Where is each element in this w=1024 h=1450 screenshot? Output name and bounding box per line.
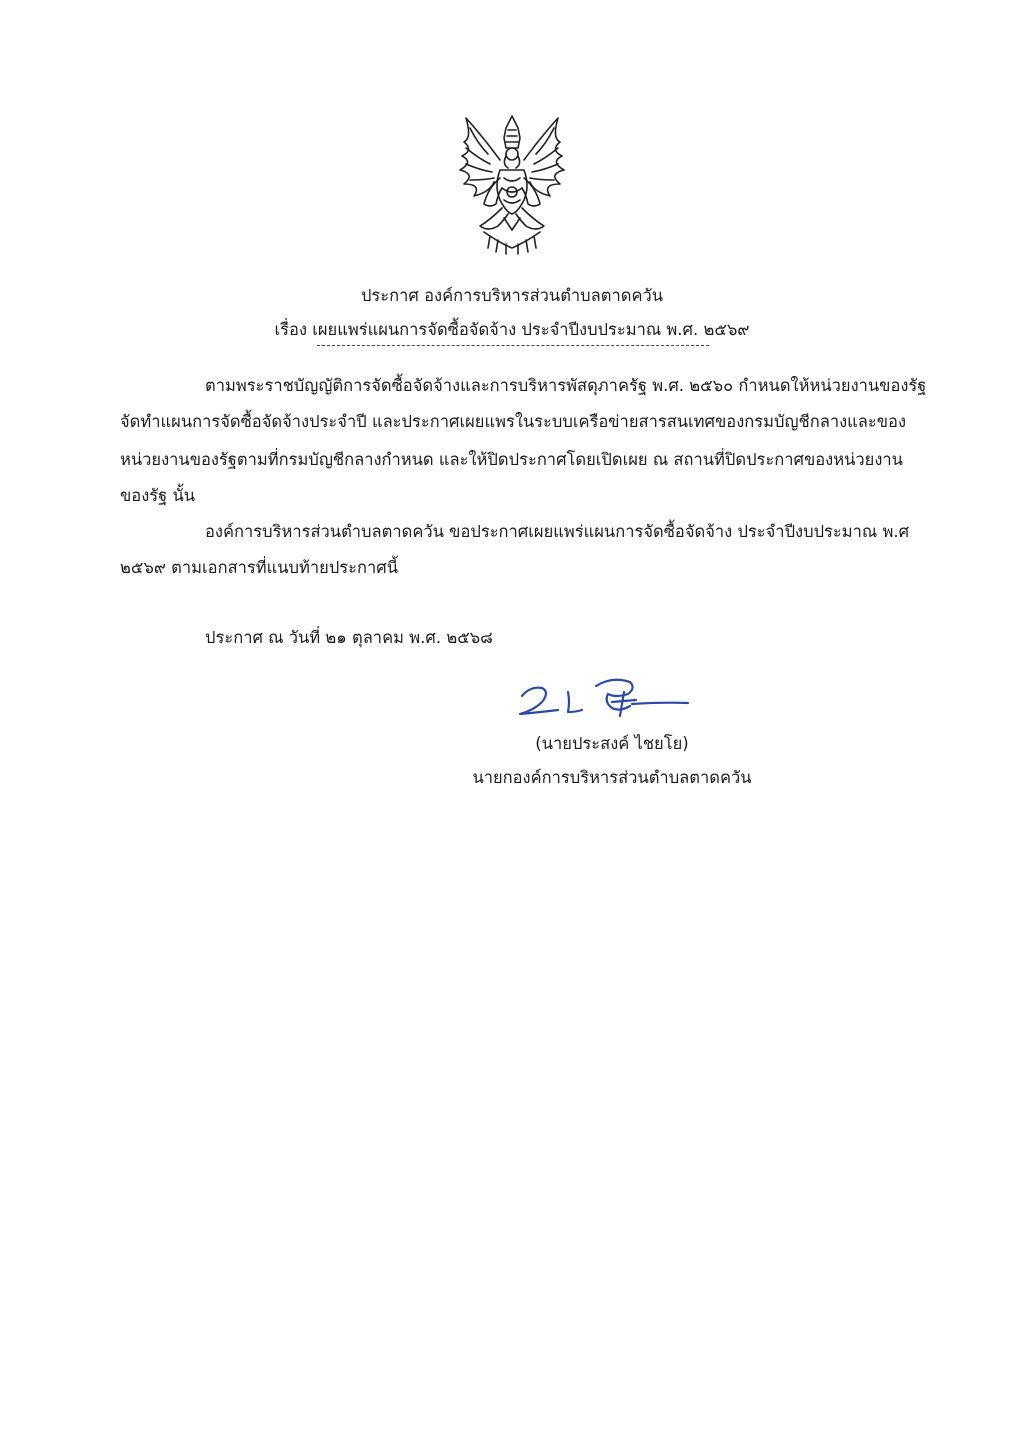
signer-block (392, 732, 832, 790)
title-divider (317, 345, 709, 346)
signer-name: (นายประสงค์ ไชยโย) (535, 734, 689, 753)
paragraph2-line: ๒๕๖๙ ตามเอกสารที่แนบท้ายประกาศนี้ (120, 558, 399, 577)
paragraph2-line: องค์การบริหารส่วนตำบลตาดควัน ขอประกาศเผยแพร่แผนการจัดซื้อจัดจ้าง ประจำปีงบประมาณ พ.ศ (205, 522, 910, 541)
handwritten-signature (512, 672, 692, 724)
paragraph1-line: ของรัฐ นั้น (120, 486, 196, 505)
paragraph1-line: ตามพระราชบัญญัติการจัดซื้อจัดจ้างและการบริหารพัสดุภาครัฐ พ.ศ. ๒๕๖๐ กำหนดให้หน่วยงานของรัฐ (205, 376, 927, 395)
garuda-emblem-icon (444, 108, 580, 256)
announcement-subject: เรื่อง เผยแพร่แผนการจัดซื้อจัดจ้าง ประจำปีงบประมาณ พ.ศ. ๒๕๖๙ (274, 320, 750, 339)
signer-position: นายกองค์การบริหารส่วนตำบลตาดควัน (472, 768, 752, 787)
announcement-title: ประกาศ องค์การบริหารส่วนตำบลตาดควัน (360, 286, 664, 305)
paragraph1-line: จัดทำแผนการจัดซื้อจัดจ้างประจำปี และประกาศเผยแพรในระบบเครือข่ายสารสนเทศของกรมบัญชีกลางและของ (120, 412, 907, 431)
announcement-date: ประกาศ ณ วันที่ ๒๑ ตุลาคม พ.ศ. ๒๕๖๘ (205, 628, 493, 647)
paragraph1-line: หน่วยงานของรัฐตามที่กรมบัญชีกลางกำหนด และให้ปิดประกาศโดยเปิดเผย ณ สถานที่ปิดประกาศของหน่วยงาน (120, 450, 903, 469)
